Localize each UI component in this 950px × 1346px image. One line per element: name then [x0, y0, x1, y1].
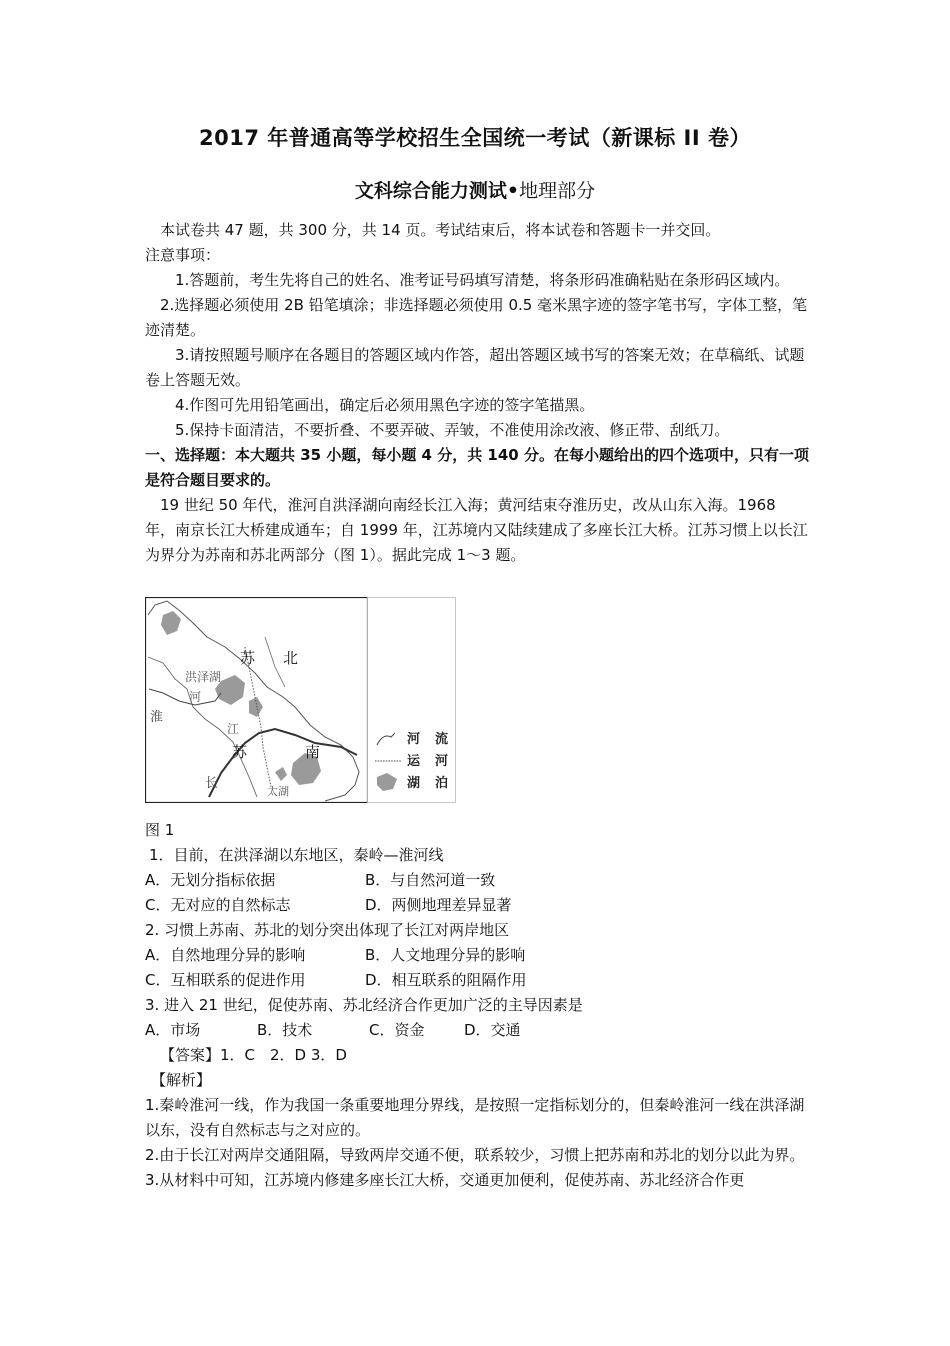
page-title: 2017 年普通高等学校招生全国统一考试（新课标 II 卷） [198, 126, 751, 150]
jiangsu-map-figure [145, 597, 456, 803]
question-2-options-row2 [145, 968, 810, 993]
analysis-item: 3.从材料中可知，江苏境内修建多座长江大桥，交通更加便利，促使苏南、苏北经济合作更 [145, 1171, 745, 1189]
page-subtitle [0, 176, 950, 203]
question-3-stem: 3. 进入 21 世纪，促使苏南、苏北经济合作更加广泛的主导因素是 [145, 996, 583, 1014]
notice-heading: 注意事项： [145, 246, 221, 264]
notice-item: 3.请按照题号顺序在各题目的答题区域内作答，超出答题区域书写的答案无效；在草稿纸、试题卷上答题无效。 [145, 346, 805, 389]
q2-option-b: B．人文地理分异的影响 [365, 946, 526, 964]
notice-item: 2.选择题必须使用 2B 铅笔填涂；非选择题必须使用 0.5 毫米黑字迹的签字笔书写，字体工整，笔迹清楚。 [145, 296, 808, 339]
subtitle-dot: • [506, 180, 520, 202]
figure-caption: 图 1 [145, 821, 175, 839]
legend-canal-a: 运 [407, 754, 421, 769]
legend-lake-a: 湖 [407, 776, 421, 791]
passage-text: 19 世纪 50 年代，淮河自洪泽湖向南经长江入海；黄河结束夺淮历史，改从山东入海。1968 年，南京长江大桥建成通车；自 1999 年，江苏境内又陆续建成了多座长江大桥。江苏习惯上以长江为界分为苏南和苏北两部分（图 1）。据此完成 1～3 题。 [145, 496, 808, 564]
q2-option-c: C．互相联系的促进作用 [145, 971, 306, 989]
notice-item: 4.作图可先用铅笔画出，确定后必须用黑色字迹的签字笔描黑。 [175, 396, 595, 414]
label-jiang: 江 [227, 722, 240, 736]
answer-line: 【答案】1．C 2．D 3．D [160, 1046, 347, 1064]
q1-option-b: B．与自然河道一致 [365, 871, 496, 889]
question-1-stem: 1．目前，在洪泽湖以东地区，秦岭—淮河线 [149, 846, 444, 864]
label-subei-1: 苏 [240, 649, 256, 667]
legend-lake-b: 泊 [435, 776, 449, 791]
notice-item: 1.答题前，考生先将自己的姓名、准考证号码填写清楚，将条形码准确粘贴在条形码区域内。 [175, 271, 790, 289]
question-2-options-row1 [145, 943, 810, 968]
label-hongze: 洪泽湖 [185, 670, 222, 684]
question-1-options-row2 [145, 893, 810, 918]
section-heading: 一、选择题：本大题共 35 小题，每小题 4 分，共 140 分。在每小题给出的四个选项中，只有一项是符合题目要求的。 [145, 446, 809, 489]
q1-option-d: D．两侧地理差异显著 [365, 896, 512, 914]
q1-option-c: C．无对应的自然标志 [145, 896, 291, 914]
notice-item: 5.保持卡面清洁，不要折叠、不要弄破、弄皱，不准使用涂改液、修正带、刮纸刀。 [175, 421, 730, 439]
label-sunan-1: 苏 [232, 743, 248, 761]
analysis-item: 2.由于长江对两岸交通阻隔，导致两岸交通不便，联系较少，习惯上把苏南和苏北的划分以此为界。 [145, 1146, 805, 1164]
question-2-stem: 2. 习惯上苏南、苏北的划分突出体现了长江对两岸地区 [145, 921, 510, 939]
subtitle-rest: 地理部分 [519, 180, 596, 202]
q2-option-d: D．相互联系的阻隔作用 [365, 971, 527, 989]
label-sunan-2: 南 [305, 743, 321, 761]
label-taihu: 太湖 [267, 785, 289, 798]
label-he: 河 [189, 690, 202, 704]
legend-canal-b: 河 [435, 754, 449, 769]
analysis-item: 1.秦岭淮河一线，作为我国一条重要地理分界线，是按照一定指标划分的，但秦岭淮河一线在洪泽湖以东，没有自然标志与之对应的。 [145, 1096, 805, 1139]
legend-river-b: 流 [435, 732, 449, 747]
q3-option-a: A．市场 [145, 1021, 201, 1039]
exam-instructions [145, 218, 810, 568]
q2-option-a: A．自然地理分异的影响 [145, 946, 306, 964]
questions-section [145, 818, 810, 1193]
q3-option-c: C．资金 [369, 1021, 425, 1039]
question-3-options [145, 1018, 810, 1043]
q1-option-a: A．无划分指标依据 [145, 871, 276, 889]
q3-option-b: B．技术 [257, 1021, 313, 1039]
label-subei-2: 北 [283, 649, 299, 667]
subtitle-bold: 文科综合能力测试 [354, 180, 507, 202]
intro-text: 本试卷共 47 题，共 300 分，共 14 页。考试结束后，将本试卷和答题卡一并交回。 [160, 221, 721, 239]
legend-river-a: 河 [407, 732, 421, 747]
label-huai: 淮 [150, 710, 164, 725]
analysis-heading: 【解析】 [151, 1071, 212, 1089]
label-chang: 长 [205, 776, 219, 791]
q3-option-d: D．交通 [464, 1021, 521, 1039]
question-1-options-row1 [145, 868, 810, 893]
legend-frame [368, 598, 456, 803]
